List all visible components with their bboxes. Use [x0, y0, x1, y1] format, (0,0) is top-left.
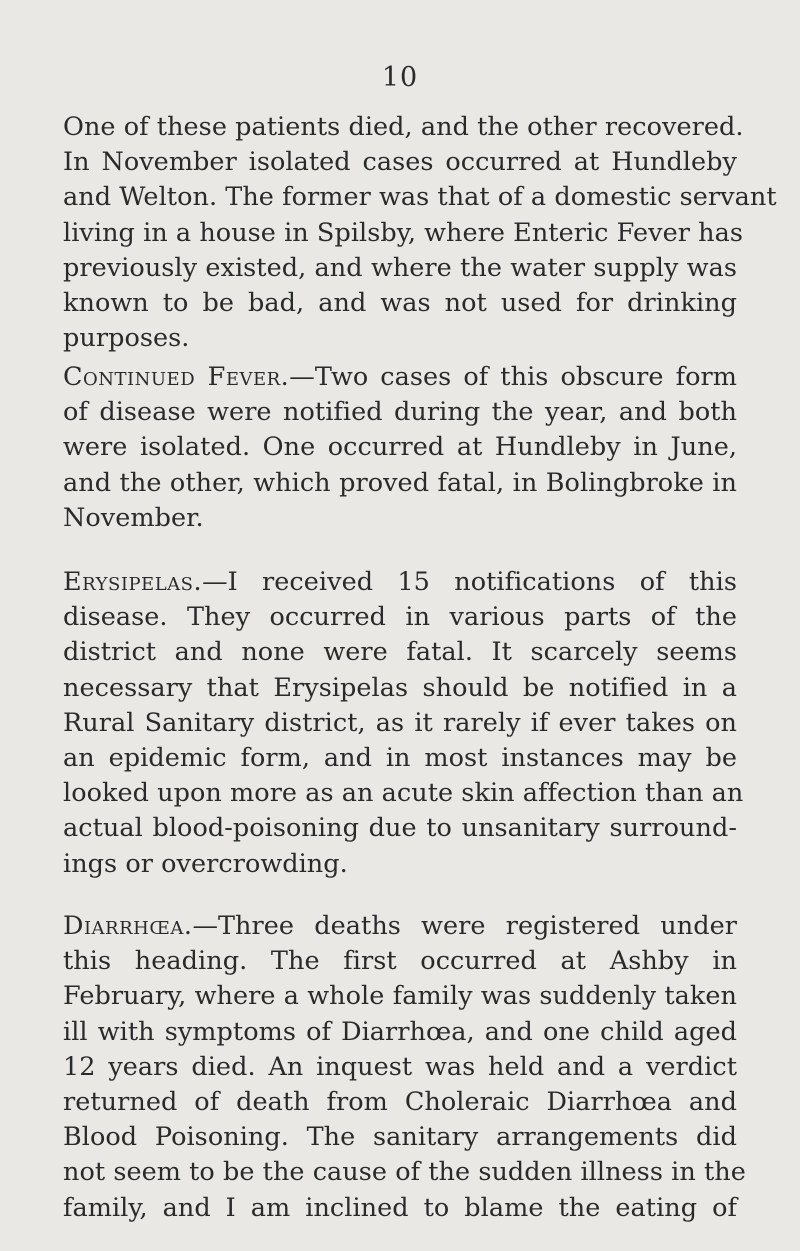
text-line [63, 565, 737, 600]
text-line: known to be bad, and was not used for drinking [63, 287, 737, 318]
text-line: family, and I am inclined to blame the eating of [63, 1192, 737, 1223]
paragraph-1 [63, 110, 777, 356]
text-run: —Three deaths were registered under [192, 911, 737, 941]
text-run: —Two cases of this obscure form [289, 362, 737, 392]
section-heading: Diarrhœa. [63, 911, 193, 941]
text-line: 12 years died. An inquest was held and a verdict [63, 1051, 737, 1082]
text-line: and the other, which proved fatal, in Bolingbroke in [63, 467, 737, 498]
text-line: November. [63, 502, 204, 533]
paragraph-diarrhoea [63, 909, 746, 1226]
text-line: were isolated. One occurred at Hundleby in June, [63, 432, 737, 463]
text-line: and Welton. The former was that of a domestic servant [63, 182, 777, 213]
text-line: this heading. The first occurred at Ashby in [63, 946, 737, 977]
text-line: returned of death from Choleraic Diarrhœa and [63, 1086, 737, 1117]
text-line: Rural Sanitary district, as it rarely if ever takes on [63, 707, 737, 738]
text-line: district and none were fatal. It scarcely seems [63, 637, 737, 668]
text-line: an epidemic form, and in most instances may be [63, 742, 737, 773]
text-line: ill with symptoms of Diarrhœa, and one child aged [63, 1016, 737, 1047]
text-line: living in a house in Spilsby, where Enteric Fever has [63, 217, 744, 248]
page-number: 10 [381, 62, 419, 93]
section-heading: Erysipelas. [63, 567, 203, 597]
text-line: of disease were notified during the year, and both [63, 397, 737, 428]
text-line [63, 909, 737, 944]
text-run: —I received 15 notifications of this [202, 567, 737, 597]
text-line: Blood Poisoning. The sanitary arrangements did [63, 1122, 737, 1153]
text-line: ings or overcrowding. [63, 848, 348, 879]
text-line: not seem to be the cause of the sudden illness in the [63, 1157, 746, 1188]
text-line: disease. They occurred in various parts of the [63, 602, 737, 633]
text-line: One of these patients died, and the other recovered. [63, 112, 744, 142]
section-heading: Continued Fever. [63, 362, 290, 392]
text-line [63, 360, 737, 395]
text-line: previously existed, and where the water supply was [63, 252, 737, 283]
text-line: In November isolated cases occurred at Hundleby [63, 147, 737, 178]
text-line: actual blood-poisoning due to unsanitary surround- [63, 813, 737, 844]
paragraph-erysipelas [63, 565, 744, 882]
paragraph-continued-fever [63, 360, 737, 536]
text-line: purposes. [63, 323, 190, 354]
text-line: looked upon more as an acute skin affection than an [63, 778, 744, 809]
text-line: February, where a whole family was suddenly taken [63, 981, 737, 1012]
text-line: necessary that Erysipelas should be notified in a [63, 672, 737, 703]
